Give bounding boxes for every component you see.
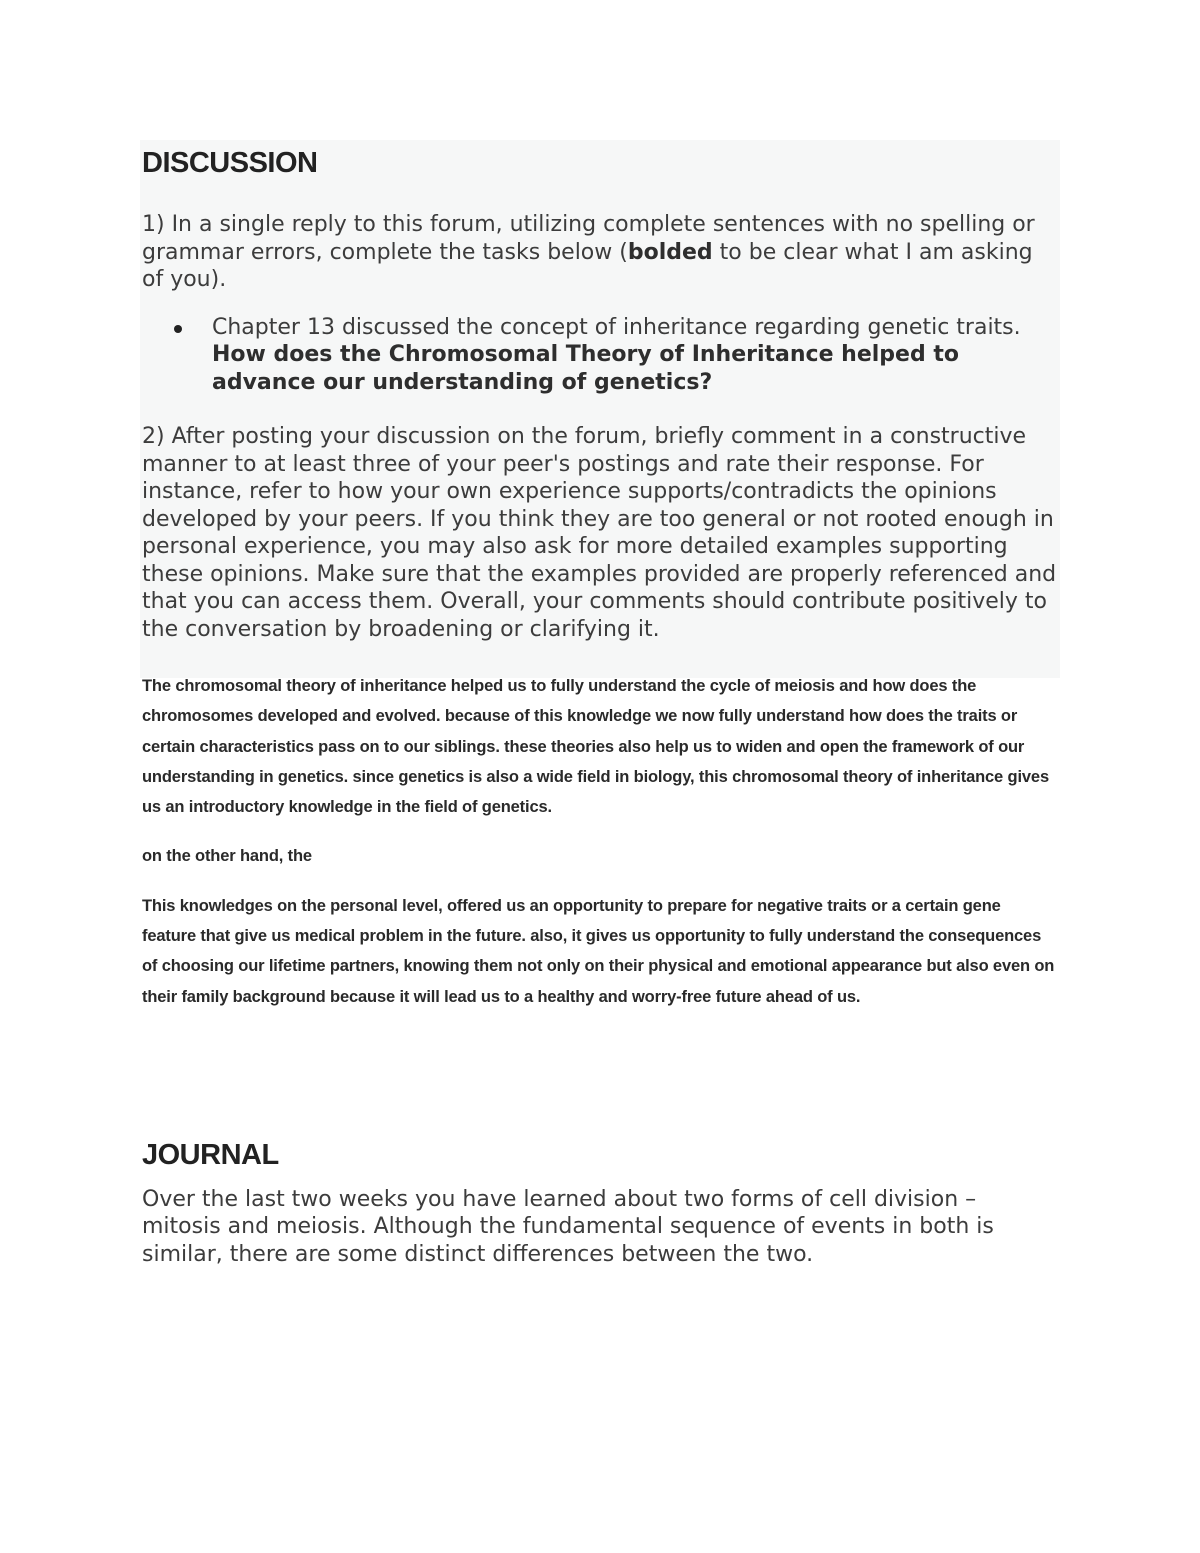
task-one-paragraph [142, 211, 1057, 294]
answer-paragraph-1: The chromosomal theory of inheritance helped us to fully understand the cycle of meiosis and how does the chromosomes developed and evolved. because of this knowledge we now fully understand how does the traits or certain characteristics pass on to our siblings. these theories also help us to widen and open the framework of our understanding in genetics. since genetics is also a wide field in biology, this chromosomal theory of inheritance gives us an introductory knowledge in the field of genetics. [142, 677, 1049, 817]
bullet-dot-icon [174, 325, 182, 333]
discussion-heading: DISCUSSION [142, 147, 318, 179]
bullet-question: How does the Chromosomal Theory of Inheritance helped to advance our understanding of genetics? [212, 342, 959, 395]
journal-paragraph: Over the last two weeks you have learned about two forms of cell division – mitosis and meiosis. Although the fundamental sequence of events in both is similar, there are some distinct differences between the two. [142, 1186, 994, 1267]
bullet-text: Chapter 13 discussed the concept of inheritance regarding genetic traits. [212, 314, 1021, 340]
document-body [142, 146, 1057, 1268]
journal-heading: JOURNAL [142, 1138, 279, 1171]
task-bullet-item [212, 314, 1057, 397]
task-two-paragraph: 2) After posting your discussion on the forum, briefly comment in a constructive manner to at least three of your peer's postings and rate their response. For instance, refer to how your own experience supports/contradicts the opinions developed by your peers. If you think they are too general or not rooted enough in personal experience, you may also ask for more detailed examples supporting these opinions. Make sure that the examples provided are properly referenced and that you can access them. Overall, your comments should contribute positively to the conversation by broadening or clarifying it. [142, 424, 1057, 642]
task-one-text: 1) In a single reply to this forum, utilizing complete sentences with no spelling or grammar errors, complete the tasks below ( [142, 212, 1035, 265]
answer-paragraph-3: This knowledges on the personal level, offered us an opportunity to prepare for negative traits or a certain gene feature that give us medical problem in the future. also, it gives us opportunity to fully understand the consequences of choosing our lifetime partners, knowing them not only on their physical and emotional appearance but also even on their family background because it will lead us to a healthy and worry-free future ahead of us. [142, 896, 1055, 1006]
task-one-text-end: to be clear what I am asking of you). [142, 239, 1033, 292]
task-bullet-list [142, 314, 1057, 397]
answer-paragraph-2: on the other hand, the [142, 847, 312, 866]
task-one-bold-word: bolded [627, 239, 713, 265]
